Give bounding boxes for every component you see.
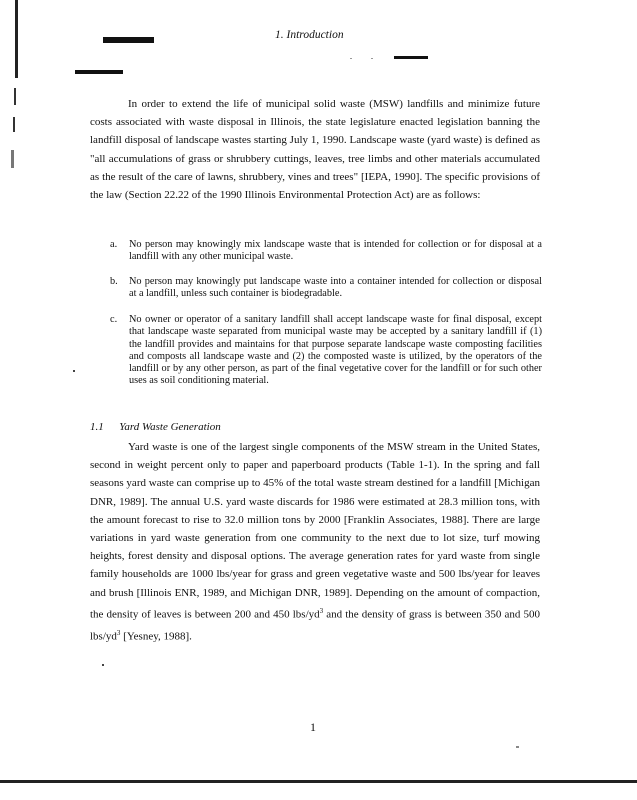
superscript: 3 (116, 628, 121, 637)
provisions-list (110, 239, 542, 399)
list-item-text: No person may knowingly mix landscape waste that is intended for collection or for disposal at a landfill with any other municipal waste. (129, 239, 542, 263)
scan-speck (516, 746, 519, 748)
list-marker: b. (110, 276, 118, 287)
chapter-title: 1. Introduction (275, 29, 344, 41)
section-text-part: [Yesney, 1988]. (120, 630, 192, 643)
list-marker: c. (110, 314, 118, 325)
redaction-bar (394, 56, 428, 59)
scan-speck (371, 58, 373, 59)
scan-edge-line (0, 780, 637, 783)
section-text-part: and the density of grass is between 350 and 500 lbs/yd (90, 608, 540, 643)
scan-speck (73, 370, 75, 372)
list-item-text: No owner or operator of a sanitary landfill shall accept landscape waste for final disposal, except that landscape waste separated from municipal waste may be accepted by a sanitary landfill if (1) the landfill provides and maintains for that purpose separate landscape waste composting facilities and composts all landscape waste and (2) the composted waste is utilized, by the operators of the landfill or by any other person, as part of the final vegetative cover for the landfill or for such other uses as soil conditioning material. (129, 314, 542, 387)
margin-mark (13, 117, 15, 132)
redaction-bar (103, 37, 154, 43)
page-number: 1 (310, 720, 316, 734)
section-text (90, 438, 540, 646)
section-number: 1.1 (90, 421, 104, 433)
intro-paragraph (90, 95, 540, 204)
intro-text: In order to extend the life of municipal solid waste (MSW) landfills and minimize future costs associated with waste disposal in Illinois, the state legislature enacted legislation banning the landfill disposal of landscape wastes starting July 1, 1990. Landscape waste (yard waste) is defined as "all accumulations of grass or shrubbery cuttings, leaves, tree limbs and other materials accumulated as the result of the care of lawns, shrubbery, vines and trees" [IEPA, 1990]. The specific provisions of the law (Section 22.22 of the 1990 Illinois Environmental Protection Act) are as follows: (90, 98, 540, 202)
superscript: 3 (319, 606, 324, 615)
list-marker: a. (110, 239, 118, 250)
list-item-text: No person may knowingly put landscape waste into a container intended for collection or disposal at a landfill, unless such container is biodegradable. (129, 276, 542, 300)
section-paragraph (90, 438, 540, 646)
margin-mark (15, 0, 18, 78)
section-heading (90, 421, 221, 433)
scan-speck (102, 664, 104, 666)
section-title: Yard Waste Generation (119, 421, 221, 433)
margin-mark (11, 150, 14, 168)
redaction-bar (75, 70, 123, 74)
scan-speck (350, 58, 352, 59)
margin-mark (14, 88, 16, 105)
section-text-part: Yard waste is one of the largest single components of the MSW stream in the United States, second in weight percent only to paper and paperboard products (Table 1-1). In the spring and fall seasons yard waste can comprise up to 45% of the total waste stream destined for a landfill [Michigan DNR, 1989]. The annual U.S. yard waste discards for 1986 were estimated at 28.3 million tons, with the amount forecast to rise to 32.0 million tons by 2000 [Franklin Associates, 1988]. There are large variations in yard waste generation from one community to the next due to lot size, turf mowing heights, forest density and disposal options. The average generation rates for yard waste from single family households are 1000 lbs/year for grass and green vegetative waste and 500 lbs/year for leaves and brush [Illinois ENR, 1989, and Michigan DNR, 1989]. Depending on the amount of compaction, the density of leaves is between 200 and 450 lbs/yd (90, 441, 540, 621)
